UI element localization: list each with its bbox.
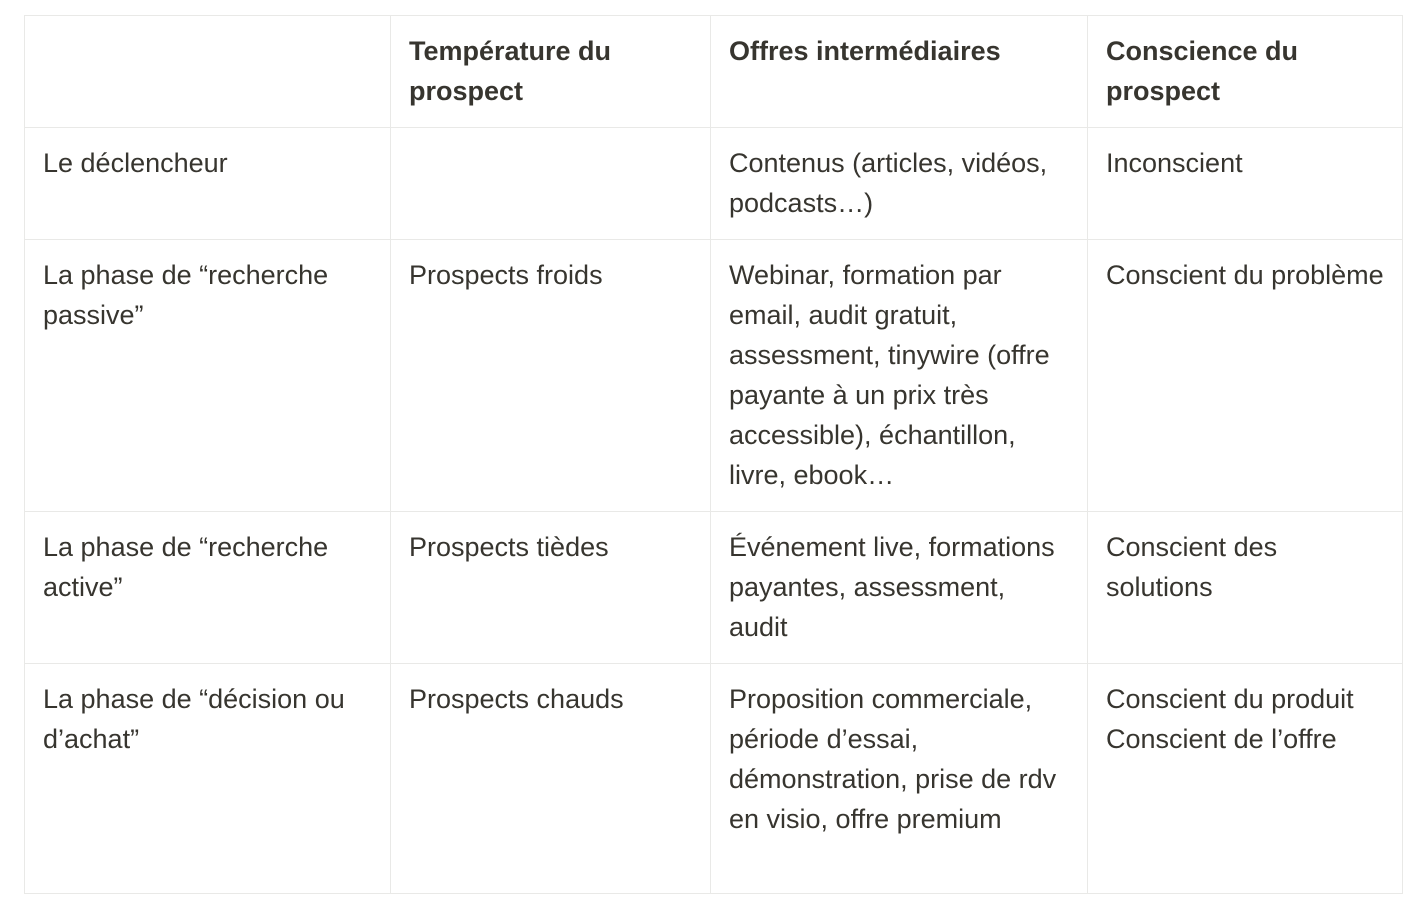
cell-temperature: Prospects tièdes <box>391 512 711 664</box>
table-container <box>24 15 1403 894</box>
cell-phase: Le déclencheur <box>25 128 391 240</box>
cell-awareness <box>1088 128 1403 240</box>
cell-awareness <box>1088 512 1403 664</box>
cell-temperature: Prospects froids <box>391 240 711 512</box>
cell-temperature: Prospects chauds <box>391 664 711 894</box>
header-cell-offers: Offres intermédiaires <box>711 16 1088 128</box>
awareness-line: Inconscient <box>1106 148 1243 178</box>
table-row <box>25 664 1403 894</box>
cell-awareness <box>1088 664 1403 894</box>
cell-offers: Événement live, formations payantes, assessment, audit <box>711 512 1088 664</box>
header-cell-awareness: Conscience du prospect <box>1088 16 1403 128</box>
table-header-row <box>25 16 1403 128</box>
table-row <box>25 128 1403 240</box>
awareness-line: Conscient du produit <box>1106 684 1354 714</box>
table-row <box>25 240 1403 512</box>
cell-offers: Contenus (articles, vidéos, podcasts…) <box>711 128 1088 240</box>
cell-offers: Webinar, formation par email, audit gratuit, assessment, tinywire (offre payante à un prix très accessible), échantillon, livre, ebook… <box>711 240 1088 512</box>
awareness-line: Conscient du problème <box>1106 260 1384 290</box>
cell-offers: Proposition commerciale, période d’essai, démonstration, prise de rdv en visio, offre premium <box>711 664 1088 894</box>
marketing-funnel-table <box>24 15 1403 894</box>
awareness-line: Conscient de l’offre <box>1106 724 1337 754</box>
cell-phase: La phase de “recherche passive” <box>25 240 391 512</box>
cell-temperature <box>391 128 711 240</box>
header-cell-phase <box>25 16 391 128</box>
header-cell-temperature: Température du prospect <box>391 16 711 128</box>
table-row <box>25 512 1403 664</box>
cell-phase: La phase de “recherche active” <box>25 512 391 664</box>
cell-awareness <box>1088 240 1403 512</box>
awareness-line: Conscient des solutions <box>1106 532 1278 602</box>
cell-phase: La phase de “décision ou d’achat” <box>25 664 391 894</box>
